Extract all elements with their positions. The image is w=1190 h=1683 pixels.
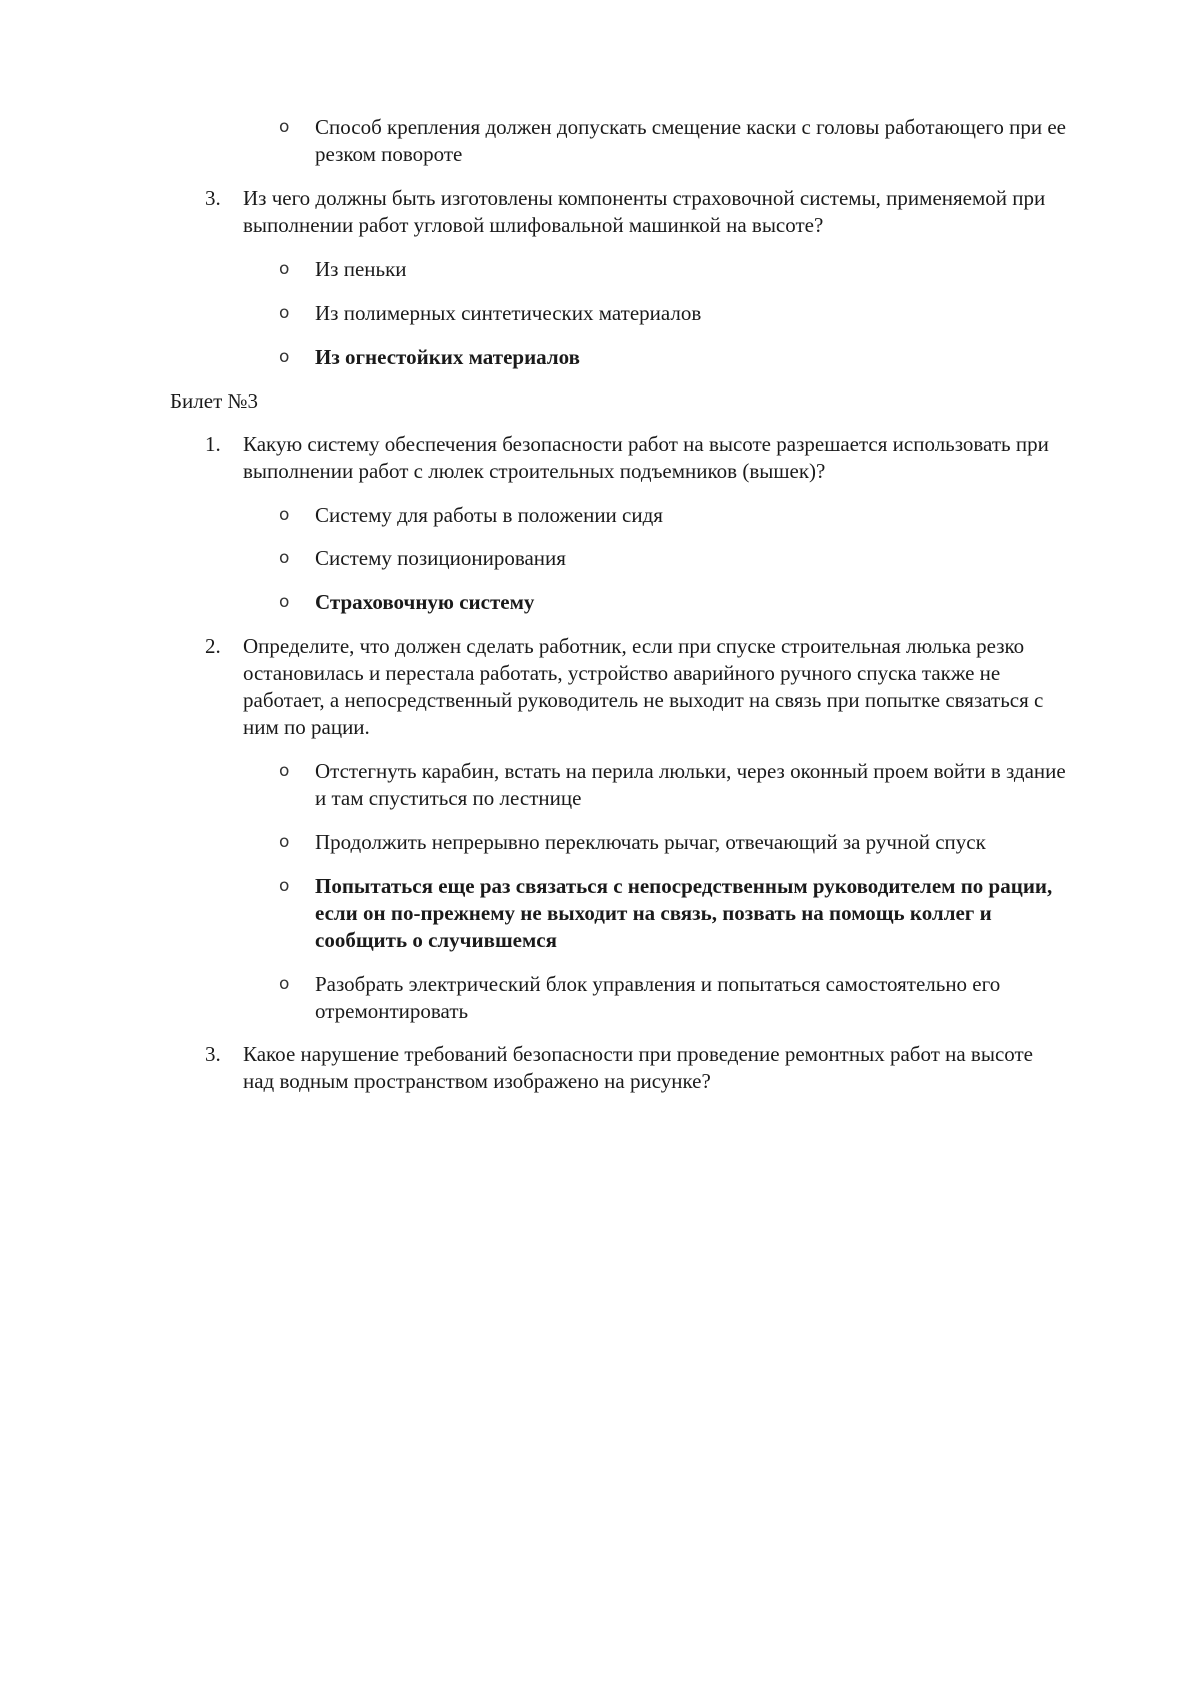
ticket-title: Билет №3 [170,389,259,413]
question-number: 2. [205,634,221,658]
answer-bullet: o [279,876,290,896]
answer-line: Попытаться еще раз связаться с непосредственным руководителем по рации, [315,874,1053,898]
question-text [243,431,1123,485]
answer-line: Отстегнуть карабин, встать на перила люльки, через оконный проем войти в здание [315,759,1066,783]
question-line: остановилась и перестала работать, устройство аварийного ручного спуска также не [243,661,1001,685]
question-text [243,633,1123,741]
correct-answer-option [315,873,1115,954]
answer-bullet: o [279,592,290,612]
answer-bullet: o [279,832,290,852]
answer-option [315,114,1115,168]
answer-line: резком повороте [315,142,463,166]
answer-bullet: o [279,303,290,323]
answer-bullet: o [279,548,290,568]
answer-option [315,758,1115,812]
answer-option: Из пеньки [315,257,407,281]
question-line: Какую систему обеспечения безопасности работ на высоте разрешается использовать при [243,432,1049,456]
question-line: над водным пространством изображено на рисунке? [243,1069,711,1093]
question-line: выполнении работ угловой шлифовальной машинкой на высоте? [243,213,824,237]
answer-bullet: o [279,974,290,994]
question-text [243,185,1123,239]
answer-option: Из полимерных синтетических материалов [315,301,702,325]
answer-line: Разобрать электрический блок управления и попытаться самостоятельно его [315,972,1001,996]
answer-bullet: o [279,347,290,367]
question-number: 3. [205,1042,221,1066]
correct-answer-option: Страховочную систему [315,590,535,614]
answer-line: и там спуститься по лестнице [315,786,582,810]
answer-option: Продолжить непрерывно переключать рычаг, отвечающий за ручной спуск [315,830,986,854]
answer-option: Систему для работы в положении сидя [315,503,663,527]
answer-bullet: o [279,117,290,137]
answer-bullet: o [279,505,290,525]
answer-line: сообщить о случившемся [315,928,557,952]
question-line: Определите, что должен сделать работник, если при спуске строительная люлька резко [243,634,1025,658]
question-line: Какое нарушение требований безопасности при проведение ремонтных работ на высоте [243,1042,1033,1066]
correct-answer-option: Из огнестойких материалов [315,345,580,369]
question-text [243,1041,1123,1095]
answer-line: Способ крепления должен допускать смещение каски с головы работающего при ее [315,115,1067,139]
question-number: 3. [205,186,221,210]
answer-bullet: o [279,761,290,781]
question-line: ним по рации. [243,715,370,739]
question-line: Из чего должны быть изготовлены компоненты страховочной системы, применяемой при [243,186,1046,210]
answer-line: отремонтировать [315,999,469,1023]
question-number: 1. [205,432,221,456]
question-line: работает, а непосредственный руководитель не выходит на связь при попытке связаться с [243,688,1044,712]
answer-line: если он по-прежнему не выходит на связь, позвать на помощь коллег и [315,901,992,925]
answer-option [315,971,1115,1025]
question-line: выполнении работ с люлек строительных подъемников (вышек)? [243,459,826,483]
answer-option: Систему позиционирования [315,546,566,570]
answer-bullet: o [279,259,290,279]
